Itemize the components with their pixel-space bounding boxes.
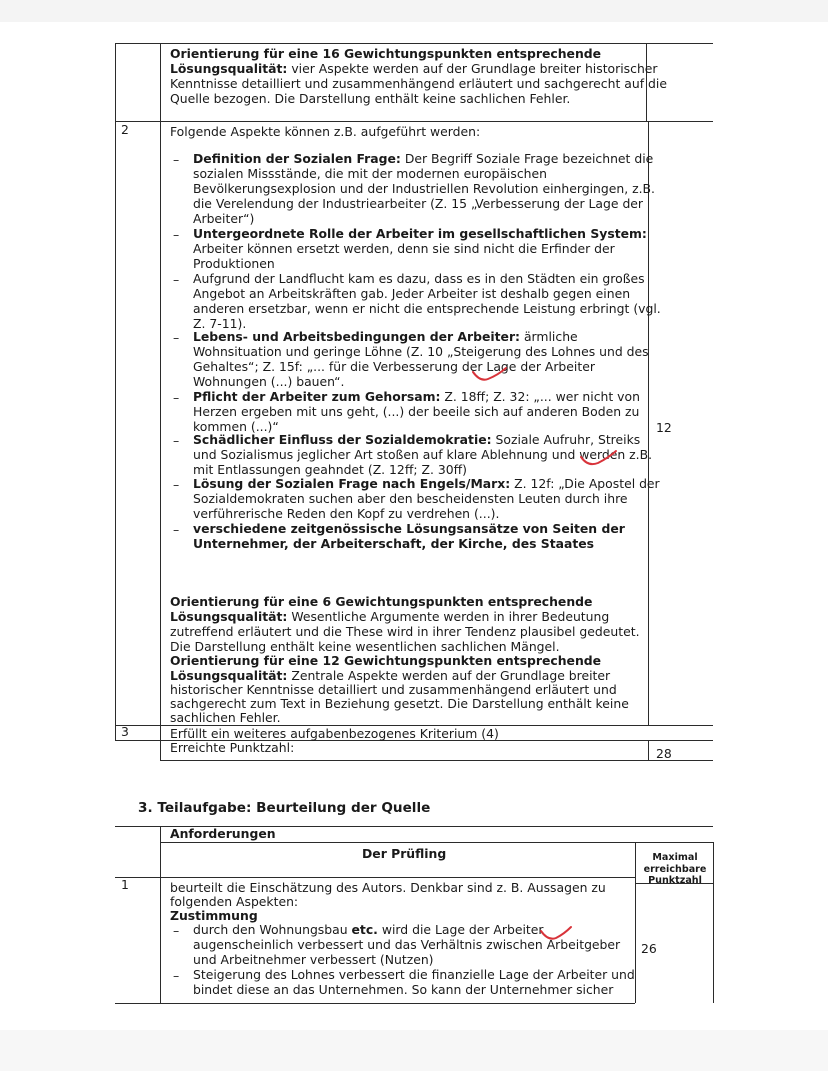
orientation-16-title: Orientierung für eine 16 Gewichtungspunkten entsprechende [170,46,602,61]
row-divider [115,121,713,122]
orientation-12-line: historischer Kenntnisse detailliert und zusammenhängend erläutert und [170,682,617,697]
row-number: 2 [121,122,129,137]
bullet-line: Untergeordnete Rolle der Arbeiter im gesellschaftlichen System: [193,226,647,241]
max-points-header: Maximal erreichbare Punktzahl [643,852,707,886]
bullet-dash: – [173,968,180,983]
points-value: 26 [641,941,657,956]
column-divider [713,842,714,1003]
bullet-line: Steigerung des Lohnes verbessert die finanzielle Lage der Arbeiter und [193,967,635,982]
pruefling-header: Der Prüfling [362,846,447,861]
bullet-line: Aufgrund der Landflucht kam es dazu, dass es in den Städten ein großes [193,271,645,286]
section-heading: 3. Teilaufgabe: Beurteilung der Quelle [138,800,431,816]
bullet-line: Z. 7-11). [193,316,247,331]
bullet-line: durch den Wohnungsbau etc. wird die Lage der Arbeiter [193,922,544,937]
scan-edge [0,1030,828,1071]
bullet-line: Wohnsituation und geringe Löhne (Z. 10 „Steigerung des Lohnes und des [193,344,649,359]
orientation-6-line: Die Darstellung enthält keine wesentlichen sachlichen Mängel. [170,639,560,654]
total-value: 28 [656,746,672,761]
bullet-dash: – [173,477,180,492]
check-mark-icon [538,925,574,945]
bullet-line: Gehaltes“; Z. 15f: „... für die Verbesserung der Lage der Arbeiter [193,359,595,374]
bullet-line: Schädlicher Einfluss der Sozialdemokratie: Soziale Aufruhr, Streiks [193,432,641,447]
bullet-line: Sozialdemokraten suchen aber den bescheidensten Leuten durch ihre [193,491,628,506]
row-divider [115,1003,635,1004]
table-border-bottom [160,760,713,761]
bullet-line: Pflicht der Arbeiter zum Gehorsam: Z. 18ff; Z. 32: „... wer nicht von [193,389,640,404]
table-border-top [115,43,713,44]
bullet-line: bindet diese an das Unternehmen. So kann der Unternehmer sicher [193,982,614,997]
orientation-6-line: Lösungsqualität: Wesentliche Argumente werden in ihrer Bedeutung [170,609,610,624]
orientation-12-line: sachlichen Fehler. [170,710,281,725]
check-mark-icon [578,449,618,469]
check-mark-icon [470,366,510,386]
bullet-dash: – [173,923,180,938]
row-divider [115,877,635,878]
bullet-line: sozialen Missstände, die mit der modernen europäischen [193,166,547,181]
bullet-line: anderen ersetzbar, wenn er nicht die entsprechende Leistung erbringt (vgl. [193,301,661,316]
column-divider [635,842,636,1003]
total-label: Erreichte Punktzahl: [170,740,295,755]
bullet-line: Produktionen [193,256,275,271]
bullet-line: Arbeiter können ersetzt werden, denn sie sind nicht die Erfinder der [193,241,615,256]
column-divider [648,740,649,760]
column-divider [648,121,649,725]
row-divider [160,842,713,843]
anforderungen-header: Anforderungen [170,826,276,841]
bullet-line: Wohnungen (...) bauen“. [193,374,345,389]
column-divider [160,43,161,760]
bullet-line: die Verelendung der Industriearbeiter (Z. 15 „Verbesserung der Lage der [193,196,644,211]
orientation-6-line: zutreffend erläutert und die These wird in ihrer Tendenz plausibel gedeutet. [170,624,640,639]
bullet-dash: – [173,522,180,537]
bullet-line: Lebens- und Arbeitsbedingungen der Arbeiter: ärmliche [193,329,578,344]
column-divider [115,43,116,740]
orientation-12-line: Lösungsqualität: Zentrale Aspekte werden auf der Grundlage breiter [170,668,611,683]
orientation-16-label: Lösungsqualität: [170,61,288,76]
bullet-line: und Sozialismus jeglicher Art stoßen auf klare Ablehnung und werden z.B. [193,447,653,462]
s3-line: folgenden Aspekten: [170,894,299,909]
orientation-16-line: Lösungsqualität: vier Aspekte werden auf der Grundlage breiter historischer [170,61,658,76]
bullet-line: Bevölkerungsexplosion und der Industriellen Revolution einhergingen, z.B. [193,181,655,196]
orientation-6-title: Orientierung für eine 6 Gewichtungspunkten entsprechende [170,594,593,609]
bullet-line: Arbeiter“) [193,211,255,226]
scan-edge [0,0,828,22]
row2-intro: Folgende Aspekte können z.B. aufgeführt werden: [170,124,481,139]
orientation-12-title: Orientierung für eine 12 Gewichtungspunkten entsprechende [170,653,602,668]
points-value: 12 [656,420,672,435]
bullet-line: mit Entlassungen geahndet (Z. 12ff; Z. 30ff) [193,462,467,477]
row3-text: Erfüllt ein weiteres aufgabenbezogenes Kriterium (4) [170,726,499,741]
bullet-line: augenscheinlich verbessert und das Verhältnis zwischen Arbeitgeber [193,937,621,952]
bullet-line: Angebot an Arbeitskräften gab. Jeder Arbeiter ist deshalb gegen einen [193,286,631,301]
row-number: 3 [121,724,129,739]
bullet-dash: – [173,433,180,448]
bullet-line: Lösung der Sozialen Frage nach Engels/Marx: Z. 12f: „Die Apostel der [193,476,660,491]
bullet-line: Definition der Sozialen Frage: Der Begriff Soziale Frage bezeichnet die [193,151,654,166]
zustimmung-label: Zustimmung [170,908,258,923]
orientation-12-line: sachgerecht zum Text in Beziehung gesetzt. Die Darstellung enthält keine [170,696,629,711]
bullet-line: und Arbeitnehmer verbessert (Nutzen) [193,952,434,967]
s3-line: beurteilt die Einschätzung des Autors. Denkbar sind z. B. Aussagen zu [170,880,606,895]
orientation-16-line: Kenntnisse detailliert und zusammenhängend erläutert und sachgerecht auf die [170,76,667,91]
bullet-dash: – [173,390,180,405]
column-divider [160,826,161,1003]
bullet-line: verführerische Reden den Kopf zu verdrehen (...). [193,506,500,521]
bullet-dash: – [173,330,180,345]
row-number: 1 [121,877,129,892]
bullet-dash: – [173,227,180,242]
bullet-dash: – [173,152,180,167]
orientation-16-line: Quelle bezogen. Die Darstellung enthält keine sachlichen Fehler. [170,91,571,106]
bullet-line: Unternehmer, der Arbeiterschaft, der Kirche, des Staates [193,536,595,551]
bullet-line: kommen (...)“ [193,419,279,434]
bullet-dash: – [173,272,180,287]
bullet-line: verschiedene zeitgenössische Lösungsansätze von Seiten der [193,521,625,536]
bullet-line: Herzen ergeben mit uns geht, (...) der beeile sich auf anderen Boden zu [193,404,640,419]
